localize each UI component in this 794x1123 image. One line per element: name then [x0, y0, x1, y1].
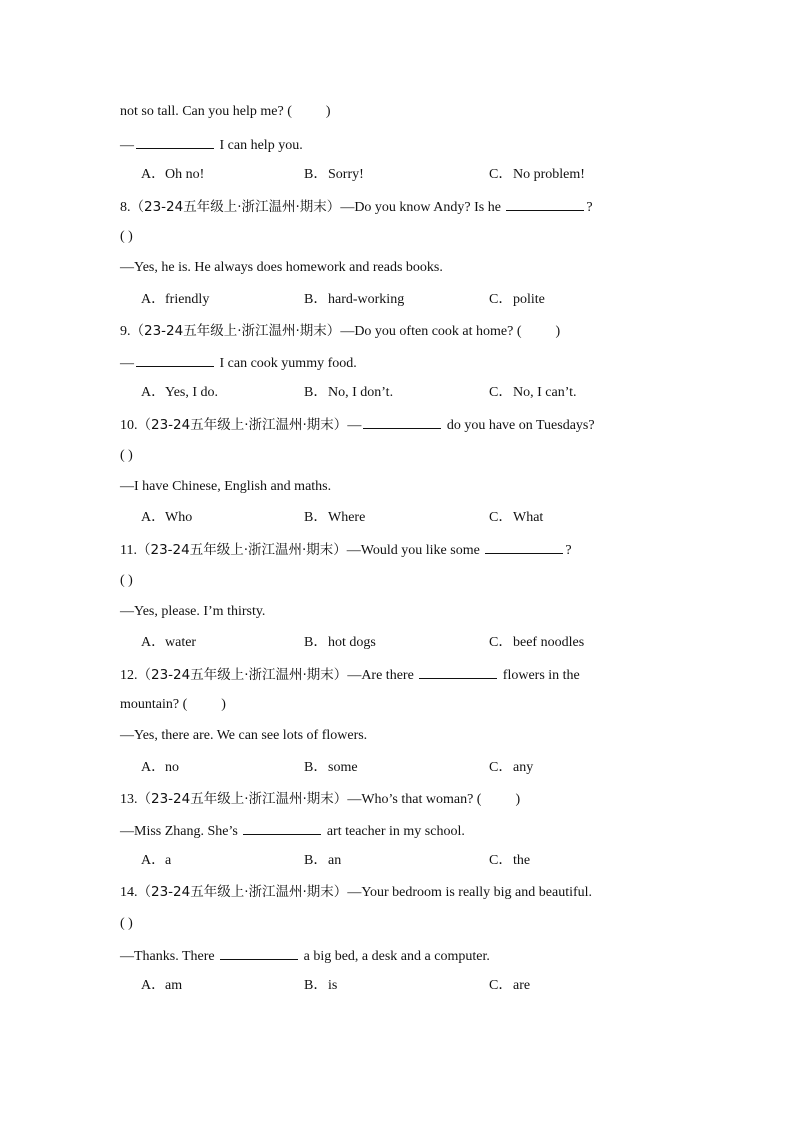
option-c[interactable]: C．are [489, 978, 531, 993]
q8-stem: 8.（23-24五年级上·浙江温州·期末）—Do you know Andy? Is he ? [120, 196, 674, 216]
option-b[interactable]: B．hot dogs [304, 635, 376, 650]
q9-reply: — I can cook yummy food. [120, 352, 674, 372]
q8-paren: ( ) [120, 229, 133, 244]
option-b[interactable]: B．hard-working [304, 292, 405, 307]
q7-reply: — I can help you. [120, 134, 674, 154]
q10-options [120, 508, 680, 528]
q10-stem: 10.（23-24五年级上·浙江温州·期末）— do you have on Tuesdays? [120, 414, 674, 434]
q9-options [120, 383, 680, 403]
option-c[interactable]: C．the [489, 853, 531, 868]
q11-reply: —Yes, please. I’m thirsty. [120, 604, 266, 619]
option-c[interactable]: C．beef noodles [489, 635, 585, 650]
option-a[interactable]: A．Oh no! [141, 167, 205, 182]
q14-reply: —Thanks. There a big bed, a desk and a computer. [120, 945, 674, 965]
option-a[interactable]: A．water [141, 635, 197, 650]
q11-stem: 11.（23-24五年级上·浙江温州·期末）—Would you like some ? [120, 539, 674, 559]
q7-options [120, 165, 680, 185]
option-b[interactable]: B．some [304, 760, 358, 775]
option-a[interactable]: A．Yes, I do. [141, 385, 219, 400]
q13-options [120, 851, 680, 871]
q11-paren: ( ) [120, 573, 133, 588]
option-a[interactable]: A．a [141, 853, 172, 868]
option-a[interactable]: A．am [141, 978, 183, 993]
option-b[interactable]: B．No, I don’t. [304, 385, 394, 400]
q12-stem: 12.（23-24五年级上·浙江温州·期末）—Are there flowers in the [120, 664, 674, 684]
option-c[interactable]: C．polite [489, 292, 545, 307]
q7-stem-cont: not so tall. Can you help me? ( ) [120, 104, 331, 119]
q11-options [120, 633, 680, 653]
answer-blank[interactable] [506, 196, 584, 211]
option-b[interactable]: B．is [304, 978, 338, 993]
answer-blank[interactable] [363, 414, 441, 429]
option-b[interactable]: B．Where [304, 510, 366, 525]
option-a[interactable]: A．friendly [141, 292, 210, 307]
option-b[interactable]: B．Sorry! [304, 167, 364, 182]
answer-blank[interactable] [243, 820, 321, 835]
q9-stem: 9.（23-24五年级上·浙江温州·期末）—Do you often cook at home? ( ) [120, 323, 561, 339]
option-c[interactable]: C．No, I can’t. [489, 385, 577, 400]
option-c[interactable]: C．What [489, 510, 544, 525]
q14-paren: ( ) [120, 916, 133, 931]
option-a[interactable]: A．Who [141, 510, 193, 525]
q12-reply: —Yes, there are. We can see lots of flowers. [120, 728, 368, 743]
q8-options [120, 290, 680, 310]
option-c[interactable]: C．any [489, 760, 534, 775]
q13-stem: 13.（23-24五年级上·浙江温州·期末）—Who’s that woman? ( ) [120, 791, 521, 807]
q8-reply: —Yes, he is. He always does homework and reads books. [120, 260, 443, 275]
answer-blank[interactable] [136, 352, 214, 367]
q10-paren: ( ) [120, 448, 133, 463]
answer-blank[interactable] [485, 539, 563, 554]
q14-stem: 14.（23-24五年级上·浙江温州·期末）—Your bedroom is really big and beautiful. [120, 884, 593, 900]
answer-blank[interactable] [220, 945, 298, 960]
q13-reply: —Miss Zhang. She’s art teacher in my school. [120, 820, 674, 840]
q14-options [120, 976, 680, 996]
q10-reply: —I have Chinese, English and maths. [120, 479, 332, 494]
answer-blank[interactable] [419, 664, 497, 679]
option-c[interactable]: C．No problem! [489, 167, 585, 182]
q12-stem-cont: mountain? ( ) [120, 697, 226, 712]
answer-blank[interactable] [136, 134, 214, 149]
option-a[interactable]: A．no [141, 760, 179, 775]
q12-options [120, 758, 680, 778]
option-b[interactable]: B．an [304, 853, 342, 868]
